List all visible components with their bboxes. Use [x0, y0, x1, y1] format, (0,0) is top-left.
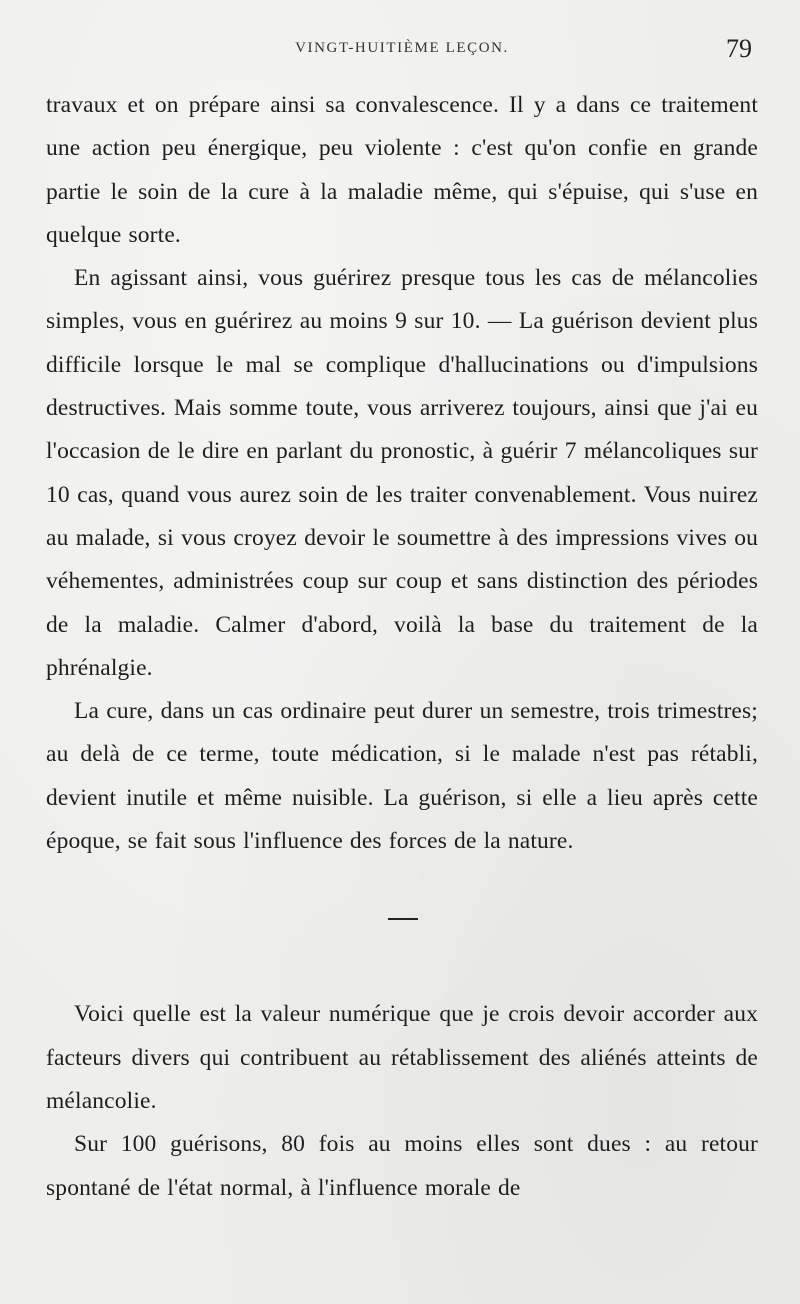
page-number: 79	[726, 34, 752, 63]
paragraph-continued: travaux et on prépare ainsi sa convalescence. Il y a dans ce traitement une action peu énergique, peu violente : c'est qu'on confie en grande partie le soin de la cure à la maladie même, qui s'épuise, qui s'use en quelque sorte.	[46, 92, 758, 248]
running-title: VINGT-HUITIÈME LEÇON.	[295, 40, 509, 56]
separator-rule	[388, 918, 418, 920]
paragraph: Sur 100 guérisons, 80 fois au moins elles sont dues : au retour spontané de l'état normal, à l'influence morale de	[46, 1131, 758, 1201]
page-body	[46, 84, 758, 1210]
paragraph: La cure, dans un cas ordinaire peut durer un semestre, trois trimestres; au delà de ce terme, toute médication, si le malade n'est pas rétabli, devient inutile et même nuisible. La guérison, si elle a lieu après cette époque, se fait sous l'influence des forces de la nature.	[46, 698, 758, 855]
paragraph: Voici quelle est la valeur numérique que je crois devoir accorder aux facteurs divers qui contribuent au rétablissement des aliénés atteints de mélancolie.	[46, 1001, 758, 1114]
section-separator	[46, 863, 758, 993]
paragraph: En agissant ainsi, vous guérirez presque tous les cas de mélancolies simples, vous en guérirez au moins 9 sur 10. — La guérison devient plus difficile lorsque le mal se complique d'hallucinations ou d'impulsions destructives. Mais somme toute, vous arriverez toujours, ainsi que j'ai eu l'occasion de le dire en parlant du pronostic, à guérir 7 mélancoliques sur 10 cas, quand vous aurez soin de les traiter convenablement. Vous nuirez au malade, si vous croyez devoir le soumettre à des impressions vives ou véhementes, administrées coup sur coup et sans distinction des périodes de la maladie. Calmer d'abord, voilà la base du traitement de la phrénalgie.	[46, 265, 758, 681]
page-header	[44, 34, 760, 68]
